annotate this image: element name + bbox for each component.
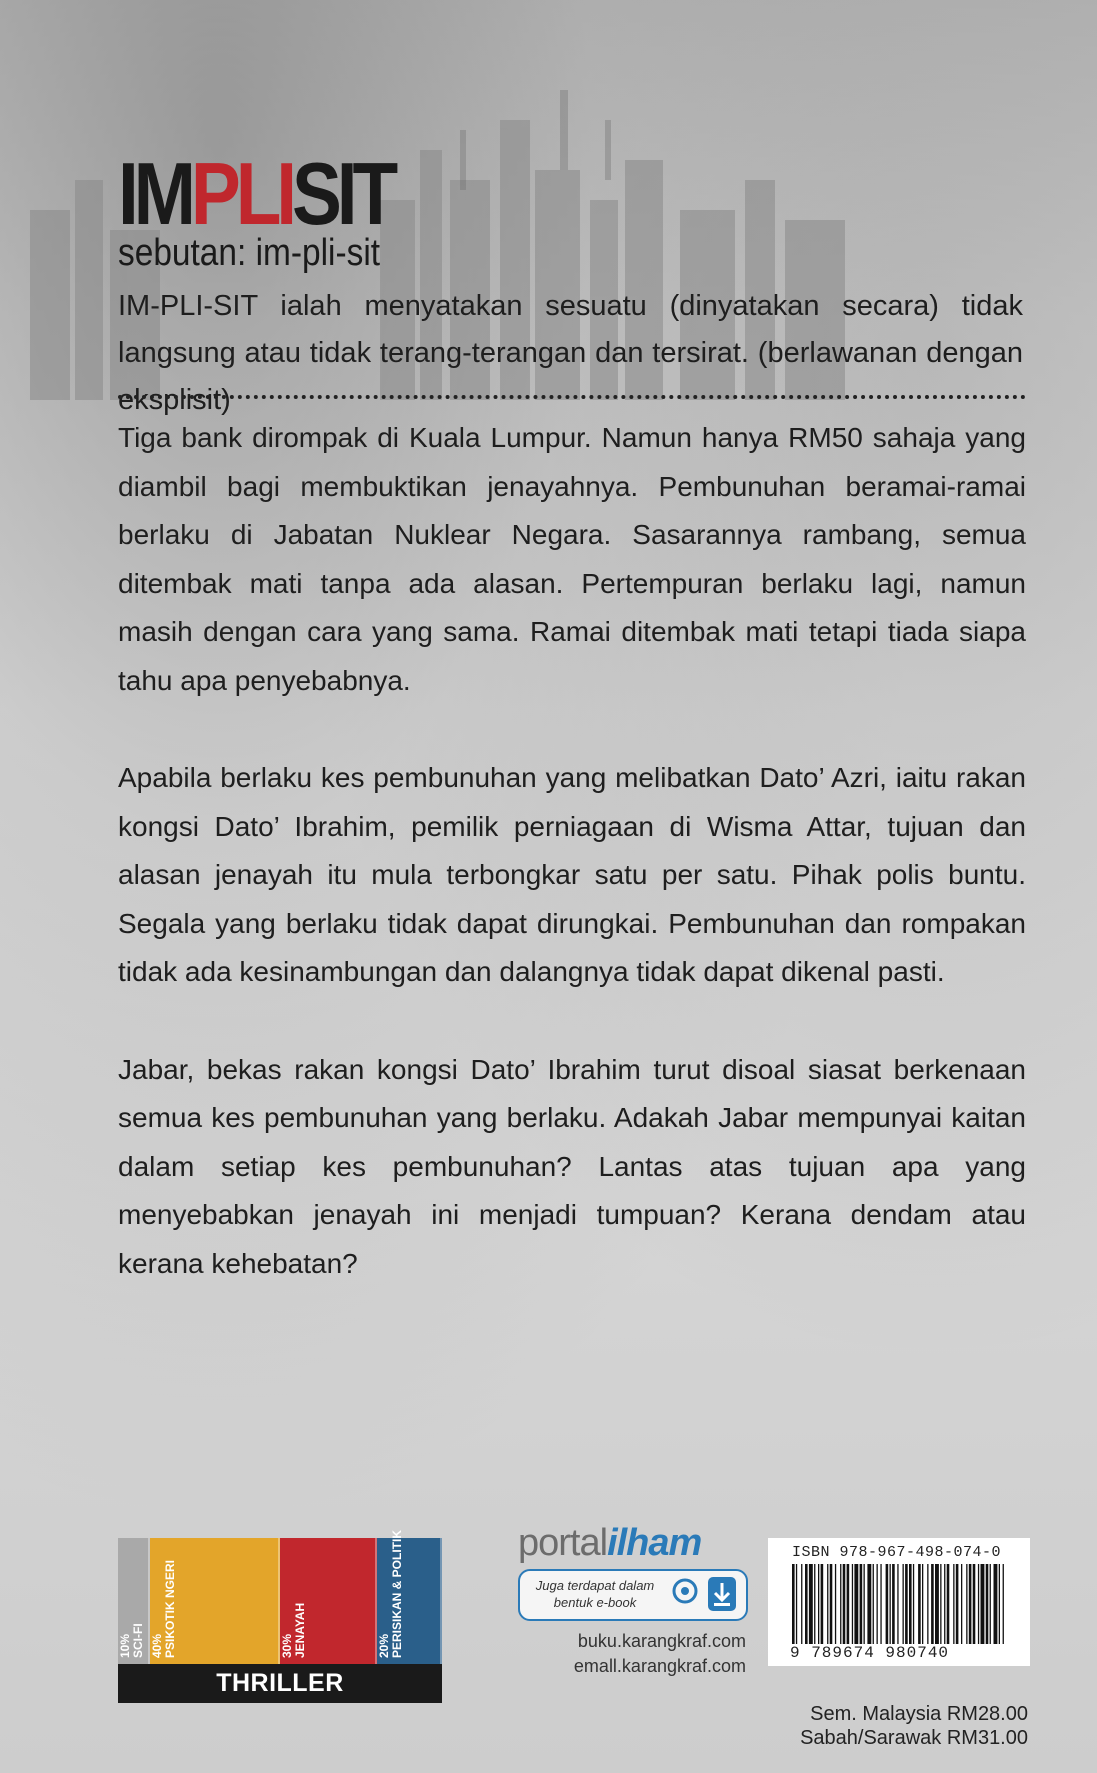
barcode-bar xyxy=(940,1564,941,1644)
barcode-bar xyxy=(886,1564,889,1644)
barcode-bar xyxy=(835,1564,836,1644)
barcode-bar xyxy=(854,1564,858,1644)
genre-percent: 20% xyxy=(377,1633,391,1658)
download-icon xyxy=(708,1577,736,1611)
barcode-bar xyxy=(880,1564,881,1644)
emall-icon xyxy=(670,1577,700,1611)
barcode-bar xyxy=(986,1564,989,1644)
barcode-bar xyxy=(860,1564,863,1644)
genre-bar-psikotik-ngeri xyxy=(150,1538,280,1664)
barcode-bar xyxy=(990,1564,991,1644)
barcode-bar xyxy=(903,1564,904,1644)
title-part-pli: PLI xyxy=(190,144,292,243)
barcode-bar xyxy=(944,1564,945,1644)
url-emall[interactable]: emall.karangkraf.com xyxy=(573,1656,746,1676)
genre-percent: 40% xyxy=(150,1633,164,1658)
barcode-bar xyxy=(864,1564,865,1644)
synopsis xyxy=(118,414,1026,1337)
genre-name: PSIKOTIK NGERI xyxy=(163,1559,177,1658)
barcode-bar xyxy=(821,1564,824,1644)
barcode-bar xyxy=(969,1564,972,1644)
barcode-bar xyxy=(909,1564,912,1644)
genre-bars xyxy=(118,1529,442,1664)
barcode-bar xyxy=(814,1564,815,1644)
logo-text-portal: portal xyxy=(518,1522,608,1564)
barcode-digits: 9 789674 980740 xyxy=(790,1644,950,1662)
isbn-barcode xyxy=(768,1538,1030,1666)
publisher-block xyxy=(518,1522,758,1679)
title-part-sit: SIT xyxy=(291,144,394,243)
barcode-bar xyxy=(947,1564,950,1644)
barcode-bar xyxy=(873,1564,874,1644)
genre-bar-jenayah xyxy=(280,1538,377,1664)
barcode-bar xyxy=(847,1564,850,1644)
barcode-bar xyxy=(978,1564,979,1644)
ebook-note: Juga terdapat dalam bentuk e-book xyxy=(535,1578,655,1610)
barcode-bar xyxy=(935,1564,939,1644)
barcode-bar xyxy=(931,1564,934,1644)
synopsis-paragraph: Jabar, bekas rakan kongsi Dato’ Ibrahim turut disoal siasat berkenaan semua kes pembunuhan yang berlaku. Adakah Jabar mempunyai kaitan dalam setiap kes pembunuhan? Lantas atas tujuan apa yang menyebabkan jenayah ini menjadi tumpuan? Kerana dendam atau kerana kehebatan? xyxy=(118,1053,1026,1279)
synopsis-paragraph: Apabila berlaku kes pembunuhan yang melibatkan Dato’ Azri, iaitu rakan kongsi Dato’ Ibrahim, pemilik perniagaan di Wisma Attar, tujuan dan alasan jenayah itu mula terbongkar satu per satu. Pihak polis buntu. Segala yang berlaku tidak dapat dirungkai. Pembunuhan dan rompakan tidak ada kesinambungan dan dalangnya tidak dapat dikenal pasti. xyxy=(118,762,1026,987)
genre-name: JENAYAH xyxy=(293,1602,307,1658)
barcode-bar xyxy=(877,1564,878,1644)
barcode-bar xyxy=(1003,1564,1004,1644)
barcode-bar xyxy=(843,1564,846,1644)
ebook-badge xyxy=(518,1569,748,1621)
isbn-label: ISBN 978-967-498-074-0 xyxy=(792,1544,1002,1561)
publisher-urls xyxy=(518,1629,746,1679)
barcode-bar xyxy=(892,1564,895,1644)
pronunciation: sebutan: im-pli-sit xyxy=(118,232,381,274)
logo-text-ilham: ilham xyxy=(607,1522,702,1564)
barcode-bar xyxy=(961,1564,962,1644)
genre-name: SCI-FI xyxy=(131,1623,145,1658)
portal-ilham-logo xyxy=(518,1522,758,1565)
genre-percent: 30% xyxy=(280,1633,294,1658)
url-buku[interactable]: buku.karangkraf.com xyxy=(577,1631,746,1651)
barcode-bar xyxy=(801,1564,802,1644)
barcode-bar xyxy=(890,1564,891,1644)
price-peninsular: Sem. Malaysia RM28.00 xyxy=(810,1703,1028,1725)
barcode-bar xyxy=(840,1564,841,1644)
barcode-bar xyxy=(953,1564,954,1644)
barcode-bar xyxy=(994,1564,998,1644)
barcode-bar xyxy=(792,1564,795,1644)
barcode-bar xyxy=(973,1564,976,1644)
genre-bar-perisikan-politik xyxy=(377,1529,442,1664)
barcode-bar xyxy=(905,1564,908,1644)
barcode-bar xyxy=(966,1564,967,1644)
barcode-bar xyxy=(818,1564,819,1644)
genre-chart xyxy=(118,1529,442,1703)
barcode-bar xyxy=(981,1564,985,1644)
dotted-divider xyxy=(118,395,1026,399)
barcode-bar xyxy=(830,1564,833,1644)
genre-bar-sci-fi xyxy=(118,1538,150,1664)
genre-name: PERISIKAN & POLITIK xyxy=(390,1529,404,1658)
genre-bar-label xyxy=(281,1458,307,1658)
barcode-bar xyxy=(913,1564,914,1644)
book-title xyxy=(118,144,442,243)
barcode-bar xyxy=(897,1564,898,1644)
genre-label: THRILLER xyxy=(118,1664,442,1703)
barcode-bar xyxy=(852,1564,853,1644)
genre-bar-label xyxy=(151,1458,177,1658)
barcode-bar xyxy=(796,1564,797,1644)
price-block xyxy=(800,1702,1028,1750)
barcode-bars xyxy=(790,1564,1008,1644)
synopsis-paragraph: Tiga bank dirompak di Kuala Lumpur. Namun hanya RM50 sahaja yang diambil bagi membuktikan jenayahnya. Pembunuhan beramai-ramai berlaku di Jabatan Nuklear Negara. Sasarannya rambang, semua ditembak mati tanpa ada alasan. Pertempuran berlaku lagi, namun masih dengan cara yang sama. Ramai ditembak mati tetapi tiada siapa tahu apa penyebabnya. xyxy=(118,422,1026,696)
title-part-im: IM xyxy=(118,144,191,243)
genre-bar-label xyxy=(378,1458,404,1658)
definition-text: IM-PLI-SIT ialah menyatakan sesuatu (dinyatakan secara) tidak langsung atau tidak terang-terangan dan tersirat. (berlawanan dengan eksplisit) xyxy=(118,290,1023,416)
barcode-bar xyxy=(867,1564,871,1644)
barcode-bar xyxy=(918,1564,921,1644)
barcode-bar xyxy=(927,1564,928,1644)
barcode-bar xyxy=(999,1564,1000,1644)
barcode-bar xyxy=(827,1564,828,1644)
price-east-malaysia: Sabah/Sarawak RM31.00 xyxy=(800,1727,1028,1749)
barcode-bar xyxy=(805,1564,808,1644)
genre-percent: 10% xyxy=(118,1633,132,1658)
genre-bar-label xyxy=(119,1458,145,1658)
barcode-bar xyxy=(809,1564,813,1644)
barcode-bar xyxy=(922,1564,923,1644)
barcode-bar xyxy=(956,1564,959,1644)
